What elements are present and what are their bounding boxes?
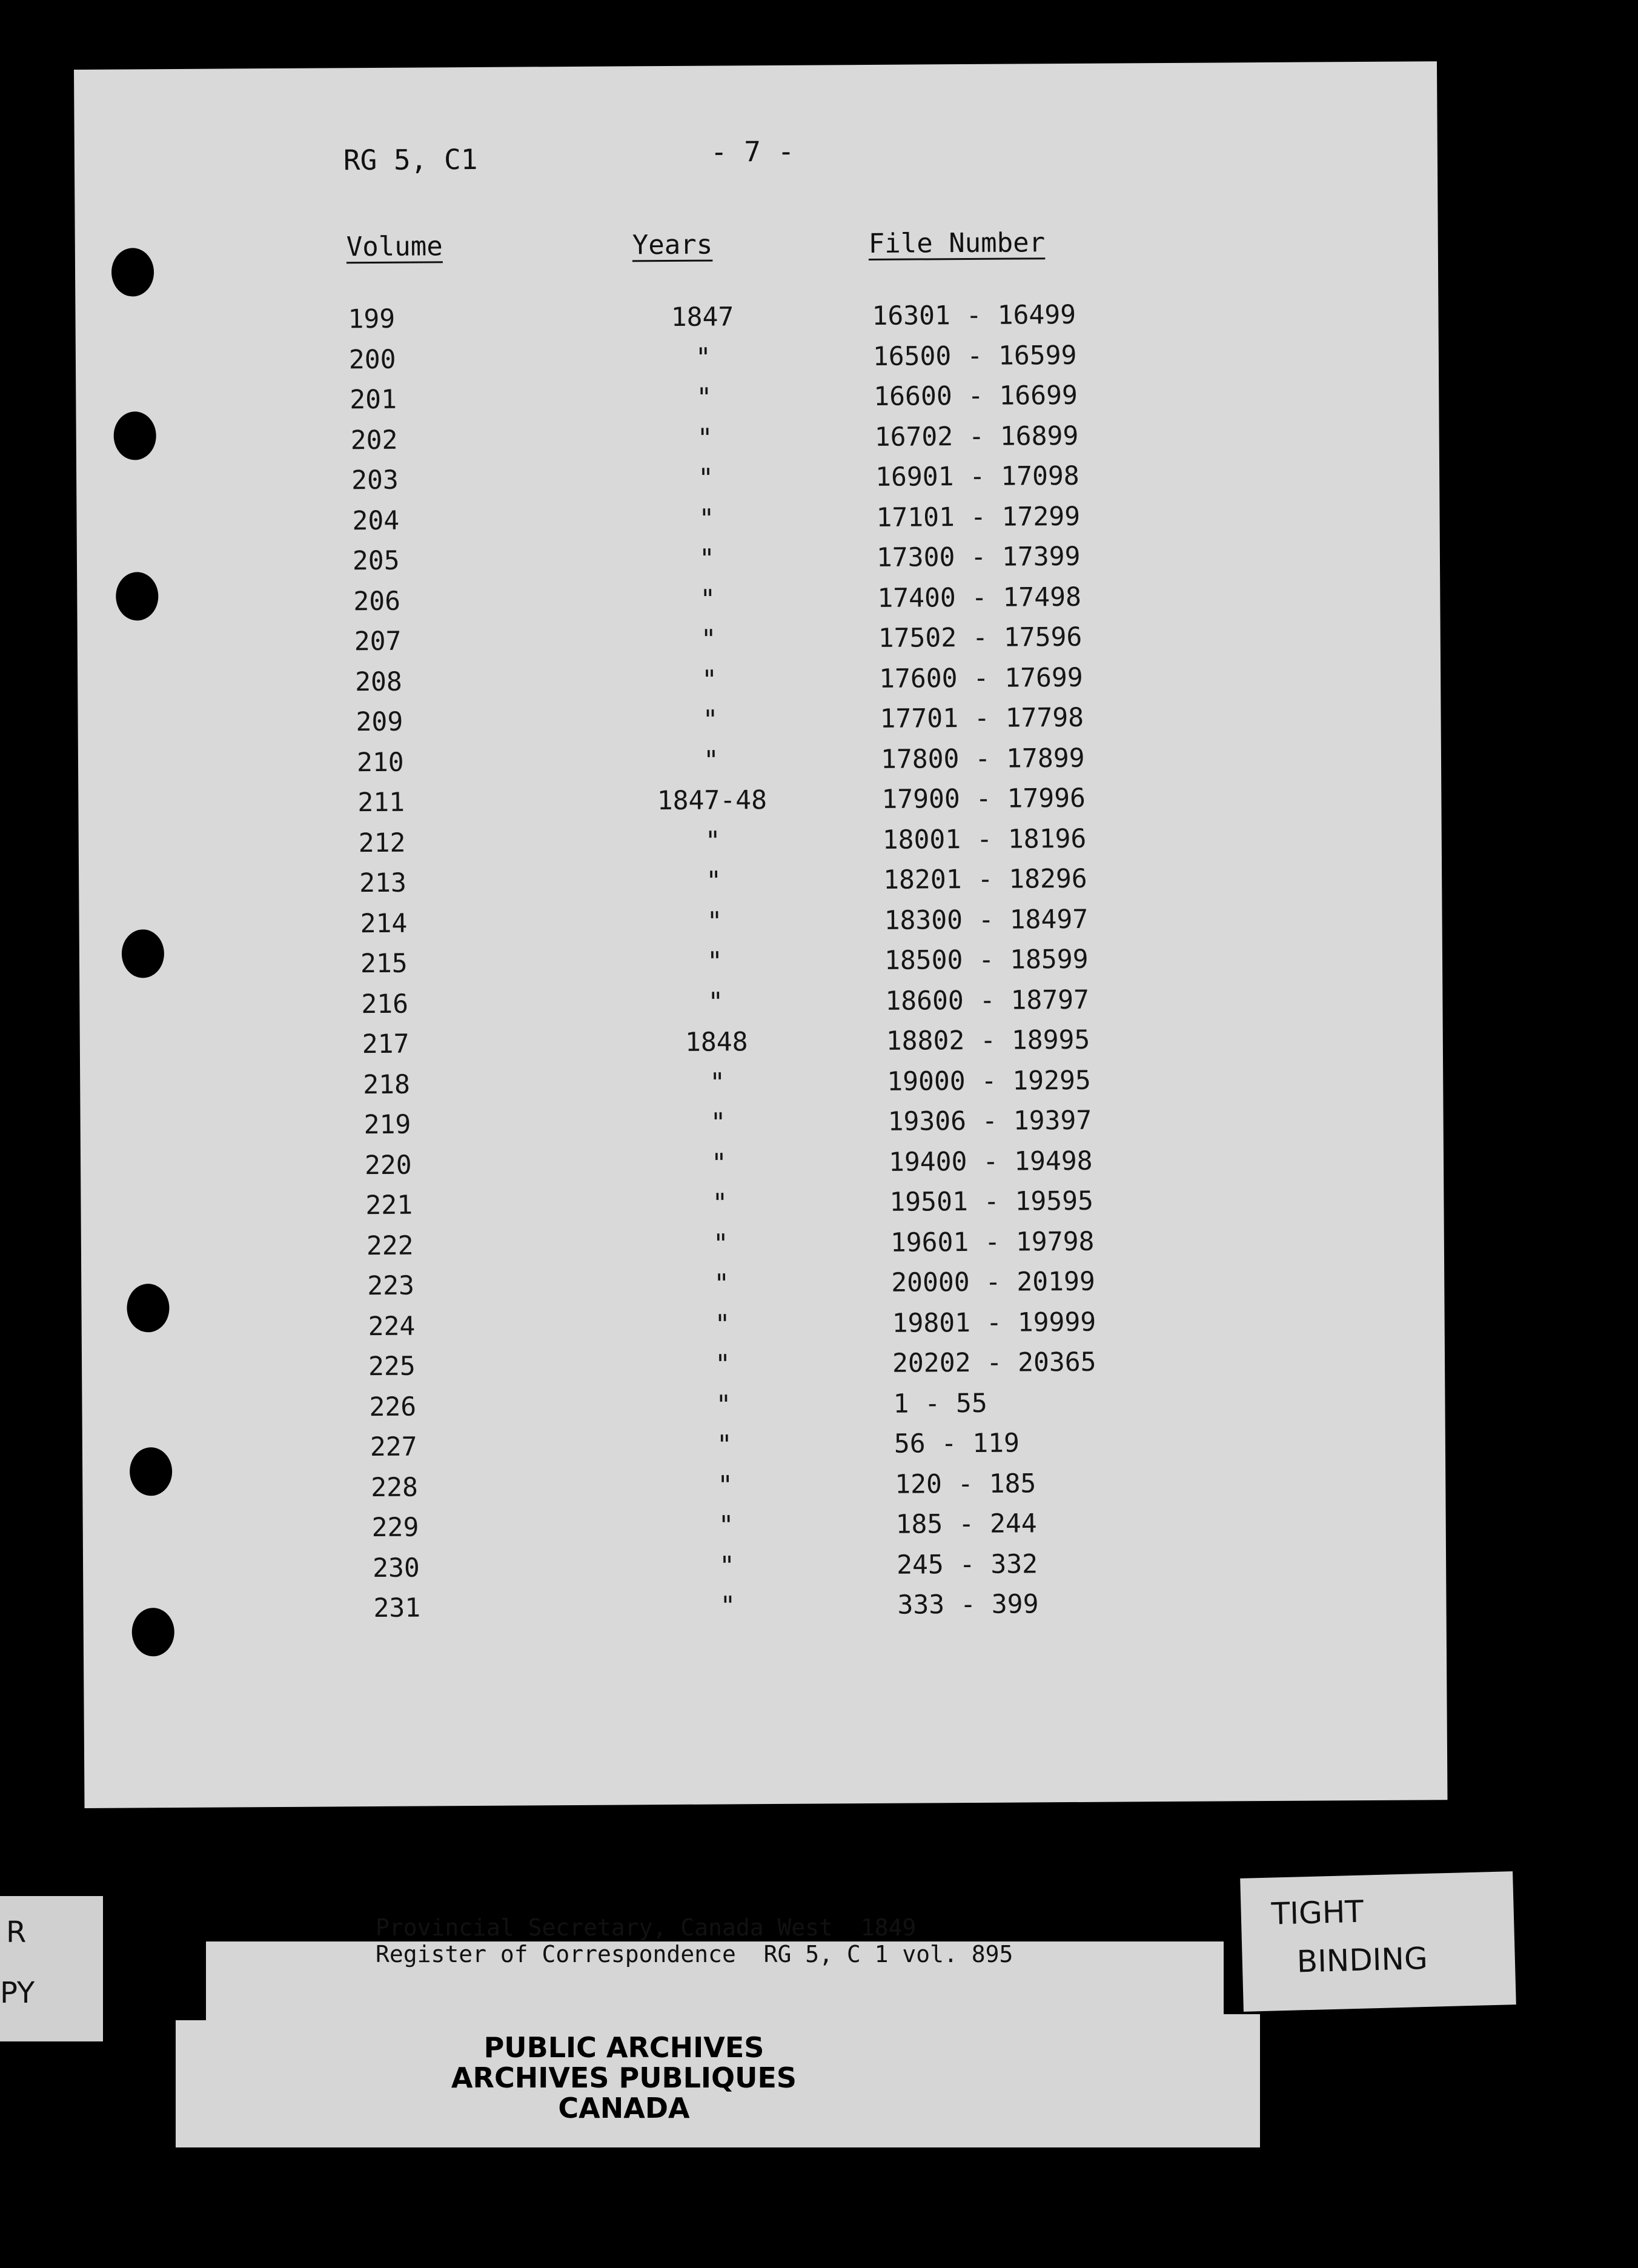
years-cell: " bbox=[706, 906, 723, 937]
years-cell: 1848 bbox=[685, 1027, 748, 1058]
years-cell: " bbox=[703, 745, 720, 776]
file-number-cell: 333 - 399 bbox=[897, 1589, 1039, 1620]
file-number-cell: 1 - 55 bbox=[893, 1388, 987, 1419]
volume-cell: 224 bbox=[368, 1311, 416, 1342]
file-number-cell: 245 - 332 bbox=[896, 1548, 1038, 1580]
file-number-cell: 20000 - 20199 bbox=[891, 1266, 1095, 1298]
volume-cell: 221 bbox=[365, 1190, 413, 1221]
file-number-cell: 17400 - 17498 bbox=[877, 582, 1082, 614]
years-cell: " bbox=[706, 946, 723, 977]
volume-cell: 210 bbox=[356, 747, 404, 778]
volume-cell: 219 bbox=[363, 1109, 411, 1141]
volume-cell: 203 bbox=[351, 465, 399, 496]
volume-cell: 213 bbox=[359, 867, 407, 899]
volume-cell: 228 bbox=[371, 1472, 419, 1503]
years-cell: " bbox=[697, 423, 713, 454]
file-number-cell: 185 - 244 bbox=[895, 1508, 1037, 1540]
years-cell: " bbox=[711, 1147, 728, 1179]
file-number-cell: 18001 - 18196 bbox=[882, 823, 1087, 855]
file-number-cell: 16500 - 16599 bbox=[872, 340, 1077, 372]
volume-cell: 227 bbox=[370, 1431, 417, 1463]
page-number: - 7 - bbox=[710, 134, 795, 168]
volume-cell: 223 bbox=[367, 1270, 415, 1302]
volume-cell: 222 bbox=[366, 1230, 414, 1261]
file-number-cell: 18500 - 18599 bbox=[884, 944, 1089, 976]
volume-cell: 214 bbox=[360, 908, 408, 939]
file-number-cell: 17800 - 17899 bbox=[880, 743, 1085, 775]
note-line-1: TIGHT bbox=[1270, 1894, 1364, 1932]
file-number-cell: 17701 - 17798 bbox=[880, 702, 1084, 734]
years-cell: " bbox=[700, 584, 716, 615]
volume-cell: 230 bbox=[372, 1553, 420, 1583]
file-number-cell: 19601 - 19798 bbox=[890, 1226, 1095, 1258]
volume-cell: 226 bbox=[369, 1391, 417, 1422]
label-line-2: Register of Correspondence RG 5, C 1 vol. 895 bbox=[376, 1941, 1013, 1968]
years-cell: " bbox=[708, 986, 724, 1018]
file-number-cell: 19306 - 19397 bbox=[887, 1105, 1092, 1137]
volume-cell: 225 bbox=[368, 1351, 416, 1382]
years-cell: " bbox=[700, 624, 717, 655]
years-cell: " bbox=[720, 1591, 736, 1622]
years-cell: " bbox=[714, 1349, 731, 1380]
volume-cell: 220 bbox=[364, 1150, 412, 1181]
volume-cell: 217 bbox=[362, 1029, 409, 1060]
note-left-line-1: R bbox=[6, 1915, 27, 1949]
years-cell: " bbox=[714, 1308, 731, 1340]
table-row bbox=[83, 1587, 1446, 1635]
years-cell: " bbox=[698, 463, 714, 494]
years-cell: " bbox=[701, 665, 718, 695]
file-number-cell: 17600 - 17699 bbox=[879, 662, 1083, 694]
label-line-1: Provincial Secretary, Canada West 1849 bbox=[376, 1914, 917, 1941]
label-caption-block bbox=[376, 1914, 1013, 1968]
volume-cell: 216 bbox=[361, 989, 409, 1020]
label-notch bbox=[176, 1941, 206, 2020]
file-number-cell: 16901 - 17098 bbox=[875, 460, 1079, 492]
volume-cell: 231 bbox=[373, 1593, 421, 1624]
file-number-cell: 56 - 119 bbox=[894, 1428, 1020, 1459]
volume-cell: 211 bbox=[357, 787, 405, 818]
public-archives-stamp bbox=[339, 2032, 909, 2123]
years-cell: " bbox=[712, 1228, 729, 1259]
volume-cell: 212 bbox=[358, 827, 406, 858]
years-cell: " bbox=[698, 543, 715, 574]
years-cell: " bbox=[698, 503, 715, 534]
years-cell: " bbox=[702, 705, 718, 735]
column-header-file-number: File Number bbox=[868, 227, 1046, 259]
file-number-cell: 16301 - 16499 bbox=[872, 299, 1076, 331]
file-number-cell: 18300 - 18497 bbox=[884, 904, 1089, 936]
volume-cell: 209 bbox=[356, 706, 403, 738]
record-group-reference: RG 5, C1 bbox=[343, 142, 478, 177]
file-number-cell: 18201 - 18296 bbox=[883, 863, 1087, 895]
column-header-volume: Volume bbox=[346, 231, 443, 263]
file-number-cell: 17900 - 17996 bbox=[881, 783, 1086, 815]
note-left-line-2: PY bbox=[0, 1976, 35, 2010]
years-cell: " bbox=[706, 866, 722, 897]
column-header-years: Years bbox=[632, 229, 713, 261]
archives-name-en: PUBLIC ARCHIVES bbox=[483, 2031, 764, 2064]
years-cell: " bbox=[696, 382, 712, 413]
volume-cell: 207 bbox=[354, 626, 402, 657]
file-number-cell: 16702 - 16899 bbox=[874, 420, 1079, 453]
years-cell: 1847 bbox=[671, 302, 734, 333]
file-number-cell: 19000 - 19295 bbox=[887, 1065, 1091, 1097]
volume-cell: 199 bbox=[348, 303, 396, 335]
years-cell: " bbox=[712, 1188, 728, 1219]
archives-country: CANADA bbox=[558, 2092, 690, 2124]
volume-cell: 202 bbox=[350, 425, 398, 456]
volume-cell: 200 bbox=[348, 344, 396, 375]
file-number-cell: 19501 - 19595 bbox=[889, 1185, 1094, 1218]
file-number-cell: 120 - 185 bbox=[895, 1468, 1036, 1500]
file-number-cell: 17101 - 17299 bbox=[876, 501, 1081, 533]
years-cell: " bbox=[710, 1107, 726, 1138]
volume-cell: 206 bbox=[353, 586, 401, 617]
punch-hole bbox=[111, 248, 154, 296]
partial-note-left bbox=[0, 1896, 103, 2041]
file-number-cell: 17300 - 17399 bbox=[876, 541, 1081, 573]
years-cell: " bbox=[719, 1550, 735, 1582]
volume-cell: 204 bbox=[352, 505, 400, 536]
years-cell: " bbox=[714, 1268, 730, 1299]
volume-cell: 208 bbox=[355, 666, 403, 697]
volume-cell: 218 bbox=[363, 1069, 411, 1100]
years-cell: 1847-48 bbox=[657, 785, 768, 817]
years-cell: " bbox=[717, 1470, 734, 1501]
volume-cell: 201 bbox=[350, 384, 397, 416]
note-line-2: BINDING bbox=[1296, 1940, 1428, 1980]
years-cell: " bbox=[695, 342, 712, 373]
file-number-cell: 19801 - 19999 bbox=[892, 1307, 1096, 1339]
archives-name-fr: ARCHIVES PUBLIQUES bbox=[451, 2061, 797, 2094]
file-number-cell: 19400 - 19498 bbox=[888, 1146, 1093, 1178]
years-cell: " bbox=[705, 826, 721, 857]
file-number-cell: 16600 - 16699 bbox=[874, 380, 1078, 412]
years-cell: " bbox=[709, 1067, 726, 1098]
file-number-cell: 18802 - 18995 bbox=[886, 1024, 1090, 1056]
document-page bbox=[74, 61, 1447, 1808]
years-cell: " bbox=[718, 1510, 734, 1541]
volume-table bbox=[75, 297, 1446, 1635]
tight-binding-note bbox=[1240, 1871, 1516, 2012]
volume-cell: 205 bbox=[352, 545, 400, 577]
file-number-cell: 17502 - 17596 bbox=[878, 622, 1083, 654]
file-number-cell: 18600 - 18797 bbox=[885, 984, 1090, 1016]
years-cell: " bbox=[716, 1430, 732, 1461]
years-cell: " bbox=[715, 1389, 732, 1421]
volume-cell: 229 bbox=[371, 1512, 419, 1544]
file-number-cell: 20202 - 20365 bbox=[892, 1347, 1096, 1379]
volume-cell: 215 bbox=[360, 948, 408, 980]
